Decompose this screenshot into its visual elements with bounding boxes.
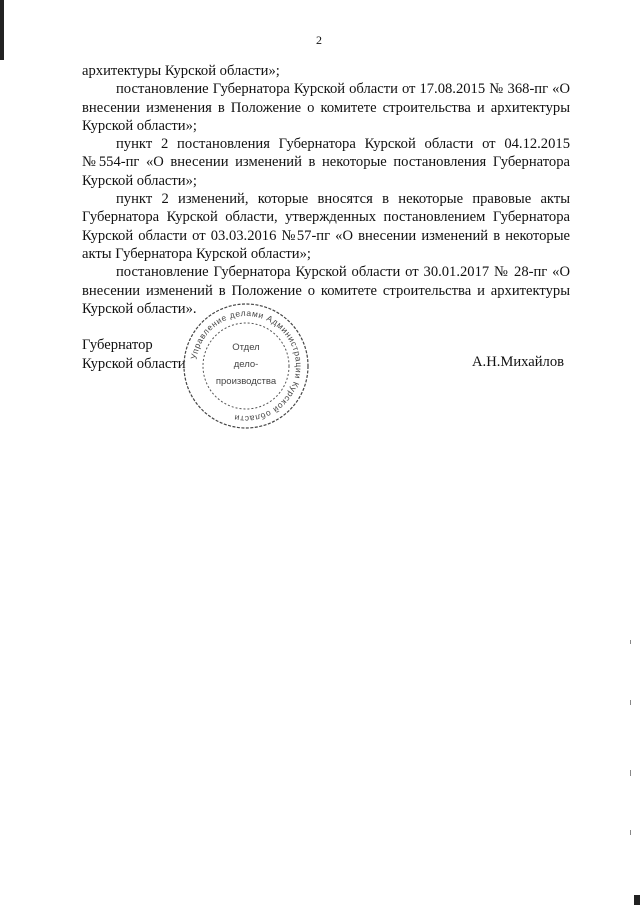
page-number: 2 (316, 33, 322, 47)
scan-speck (630, 770, 631, 776)
stamp-center-line1: Отдел (232, 342, 260, 353)
signatory-position (82, 336, 186, 373)
paragraph-decree-57: пункт 2 изменений, которые вносятся в некоторые правовые акты Губернатора Курской области, утвержденных постановлением Губернатора Курской области от 03.03.2016 №57-пг «О внесении изменений в некоторые акты Губернатора Курской области»; (82, 191, 570, 262)
paragraph-decree-28: постановление Губернатора Курской области от 30.01.2017 № 28-пг «О внесении изменений в Положение о комитете строительства и архитектуры Курской области». (82, 264, 570, 317)
scan-edge-mark (0, 0, 4, 60)
scan-speck (630, 700, 631, 705)
scan-speck (630, 830, 631, 835)
paragraph-decree-368: постановление Губернатора Курской области от 17.08.2015 № 368-пг «О внесении изменения в Положение о комитете строительства и архитектуры Курской области»; (82, 81, 570, 134)
scan-corner-mark (634, 895, 640, 905)
signatory-position-line2: Курской области (82, 355, 186, 372)
official-stamp (180, 300, 312, 432)
signatory-name: А.Н.Михайлов (472, 354, 565, 370)
stamp-center-line3: производства (215, 376, 277, 387)
paragraph-decree-554: пункт 2 постановления Губернатора Курской области от 04.12.2015 №554-пг «О внесении изменений в некоторые постановления Губернатора Курской области»; (82, 136, 570, 189)
document-body (82, 62, 570, 318)
stamp-ring-text: Управление делами Администрации Курской области (188, 307, 305, 425)
signatory-position-line1: Губернатор (82, 337, 153, 353)
paragraph-continuation: архитектуры Курской области»; (82, 63, 280, 79)
stamp-center-line2: дело- (233, 359, 259, 370)
scan-speck (630, 640, 631, 644)
